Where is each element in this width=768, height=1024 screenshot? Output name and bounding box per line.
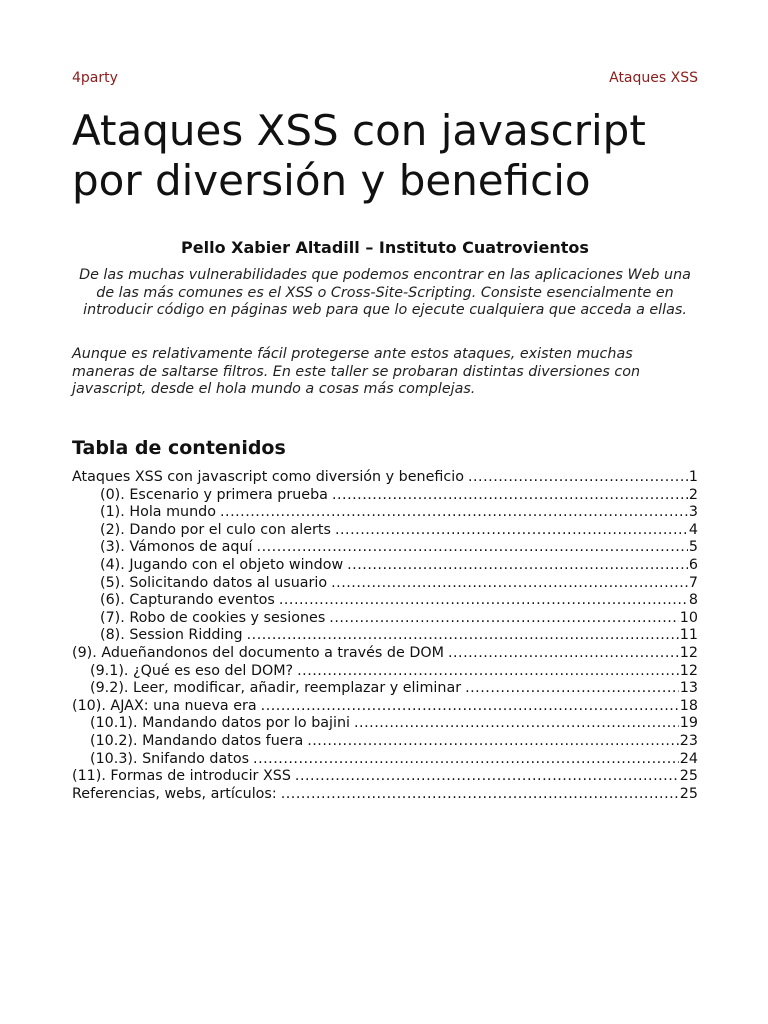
toc-entry-text: (7). Robo de cookies y sesiones (100, 609, 326, 626)
header-right-text: Ataques XSS (609, 70, 698, 86)
toc-page-number: 24 (679, 750, 698, 767)
toc-page-number: 6 (688, 556, 698, 573)
toc-entry[interactable] (72, 610, 698, 628)
toc-entry[interactable] (72, 698, 698, 716)
toc-page-number: 13 (679, 680, 698, 697)
toc-leader-dots (257, 539, 688, 557)
toc-entry[interactable] (72, 575, 698, 593)
toc-entry[interactable] (72, 663, 698, 681)
toc-entry-text: (2). Dando por el culo con alerts (100, 521, 331, 538)
toc-leader-dots (335, 522, 688, 540)
toc-leader-dots (295, 768, 679, 786)
toc-leader-dots (332, 487, 688, 505)
toc-page-number: 23 (679, 732, 698, 749)
toc-entry-text: (6). Capturando eventos (100, 592, 275, 609)
toc-entry[interactable] (72, 504, 698, 522)
toc-entry[interactable] (72, 469, 698, 487)
toc-entry[interactable] (72, 522, 698, 540)
toc-page-number: 1 (688, 469, 698, 485)
toc-leader-dots (261, 698, 679, 716)
toc-leader-dots (331, 575, 688, 593)
toc-page-number: 25 (679, 785, 698, 802)
abstract-paragraph: De las muchas vulnerabilidades que podemos encontrar en las aplicaciones Web una de las más comunes es el XSS o Cross-Site-Scripting. Consiste esencialmente en introducir código en páginas web para que lo ejecute cualquiera que acceda a ellas. (79, 267, 691, 319)
toc-entry-text: (0). Escenario y primera prueba (100, 486, 328, 503)
toc-leader-dots (297, 663, 679, 681)
toc-leader-dots (253, 751, 679, 769)
toc-entry-text: (10.1). Mandando datos por lo bajini (90, 715, 351, 732)
toc-page-number: 2 (688, 486, 698, 503)
toc-entry-text: (10). AJAX: una nueva era (72, 697, 257, 714)
toc-entry-text: (9). Adueñandonos del documento a través de DOM (72, 644, 444, 661)
toc-entry[interactable] (72, 627, 698, 645)
toc-entry[interactable] (72, 786, 698, 804)
toc-page-number: 5 (688, 539, 698, 556)
toc-page-number: 10 (679, 609, 698, 626)
toc-entry-text: (9.1). ¿Qué es eso del DOM? (90, 662, 294, 679)
toc-entry[interactable] (72, 680, 698, 698)
toc-leader-dots (247, 627, 679, 645)
toc-page-number: 8 (688, 592, 698, 609)
toc-leader-dots (220, 504, 688, 522)
toc-entry[interactable] (72, 592, 698, 610)
page-header (72, 70, 698, 90)
title-line-2: por diversión y beneficio (72, 156, 591, 205)
toc-leader-dots (279, 592, 688, 610)
toc-page-number: 12 (679, 644, 698, 661)
toc-entry-text: (11). Formas de introducir XSS (72, 768, 291, 785)
toc-entry[interactable] (72, 487, 698, 505)
document-title (72, 106, 712, 206)
intro-paragraph: Aunque es relativamente fácil protegerse ante estos ataques, existen muchas maneras de saltarse filtros. En este taller se probaran distintas diversiones con javascript, desde el hola mundo a cosas más complejas. (72, 346, 641, 398)
toc-leader-dots (307, 733, 679, 751)
author-line: Pello Xabier Altadill – Instituto Cuatrovientos (181, 238, 589, 257)
table-of-contents (72, 469, 698, 803)
toc-entry[interactable] (72, 751, 698, 769)
toc-page-number: 18 (679, 697, 698, 714)
toc-entry-text: (1). Hola mundo (100, 504, 216, 521)
toc-page-number: 3 (688, 504, 698, 521)
toc-heading: Tabla de contenidos (72, 437, 286, 459)
toc-page-number: 11 (679, 627, 698, 644)
toc-page-number: 7 (688, 574, 698, 591)
toc-page-number: 12 (679, 662, 698, 679)
toc-entry-text: (4). Jugando con el objeto window (100, 556, 344, 573)
toc-entry-text: (10.2). Mandando datos fuera (90, 732, 304, 749)
toc-leader-dots (281, 786, 679, 804)
toc-leader-dots (468, 469, 688, 487)
toc-entry[interactable] (72, 715, 698, 733)
toc-leader-dots (347, 557, 688, 575)
toc-entry-text: (8). Session Ridding (100, 627, 243, 644)
toc-entry-text: (5). Solicitando datos al usuario (100, 574, 328, 591)
toc-entry-text: Ataques XSS con javascript como diversión y beneficio (72, 469, 464, 485)
toc-entry-text: (10.3). Snifando datos (90, 750, 250, 767)
toc-entry[interactable] (72, 768, 698, 786)
toc-leader-dots (329, 610, 679, 628)
toc-leader-dots (448, 645, 679, 663)
title-line-1: Ataques XSS con javascript (72, 106, 646, 155)
toc-page-number: 25 (679, 768, 698, 785)
toc-entry-text: (9.2). Leer, modificar, añadir, reemplazar y eliminar (90, 680, 462, 697)
toc-leader-dots (465, 680, 679, 698)
toc-entry[interactable] (72, 557, 698, 575)
header-left-text: 4party (72, 70, 118, 86)
toc-leader-dots (354, 715, 679, 733)
toc-entry-text: Referencias, webs, artículos: (72, 785, 277, 802)
toc-page-number: 4 (688, 521, 698, 538)
toc-entry[interactable] (72, 539, 698, 557)
toc-entry[interactable] (72, 733, 698, 751)
toc-entry-text: (3). Vámonos de aquí (100, 539, 253, 556)
toc-entry[interactable] (72, 645, 698, 663)
toc-page-number: 19 (679, 715, 698, 732)
